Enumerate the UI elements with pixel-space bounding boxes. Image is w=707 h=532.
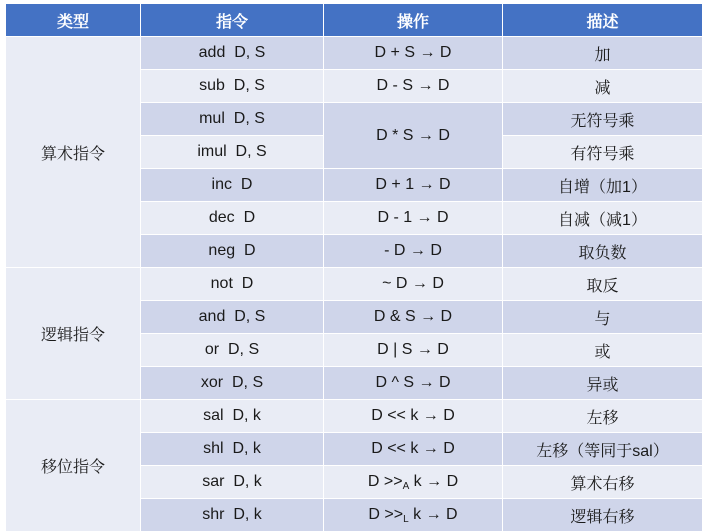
instruction-cell: not D — [141, 268, 324, 301]
operation-cell: D & S → D — [324, 301, 503, 334]
group-label-arithmetic: 算术指令 — [6, 37, 141, 268]
description-cell: 自增（加1） — [503, 169, 703, 202]
instruction-cell: add D, S — [141, 37, 324, 70]
instruction-cell: sar D, k — [141, 466, 324, 499]
operation-cell: D << k → D — [324, 433, 503, 466]
instruction-cell: shr D, k — [141, 499, 324, 532]
instruction-cell: inc D — [141, 169, 324, 202]
description-cell: 与 — [503, 301, 703, 334]
description-cell: 异或 — [503, 367, 703, 400]
instruction-cell: neg D — [141, 235, 324, 268]
header-type: 类型 — [6, 4, 141, 37]
instruction-cell: sub D, S — [141, 70, 324, 103]
instruction-cell: or D, S — [141, 334, 324, 367]
header-operation: 操作 — [324, 4, 503, 37]
operation-cell — [324, 466, 503, 499]
description-cell: 减 — [503, 70, 703, 103]
description-cell: 算术右移 — [503, 466, 703, 499]
operation-cell: D + S → D — [324, 37, 503, 70]
description-cell: 有符号乘 — [503, 136, 703, 169]
instruction-cell: xor D, S — [141, 367, 324, 400]
group-label-shift: 移位指令 — [6, 400, 141, 532]
operation-cell: D << k → D — [324, 400, 503, 433]
operation-pre: D >> — [367, 472, 403, 490]
operation-subscript: A — [402, 480, 410, 492]
instruction-table-container — [5, 3, 702, 526]
instruction-cell: mul D, S — [141, 103, 324, 136]
operation-subscript: L — [403, 513, 409, 525]
operation-post: k → D — [409, 472, 459, 490]
operation-cell: ~ D → D — [324, 268, 503, 301]
header-description: 描述 — [503, 4, 703, 37]
table-row — [6, 268, 703, 301]
table-row — [6, 37, 703, 70]
header-row — [6, 4, 703, 37]
description-cell: 取反 — [503, 268, 703, 301]
operation-cell: D ^ S → D — [324, 367, 503, 400]
instruction-cell: sal D, k — [141, 400, 324, 433]
operation-cell — [324, 499, 503, 532]
description-cell: 加 — [503, 37, 703, 70]
operation-pre: D >> — [368, 505, 404, 523]
operation-cell: D - S → D — [324, 70, 503, 103]
instruction-table — [5, 3, 703, 532]
description-cell: 左移 — [503, 400, 703, 433]
description-cell: 左移（等同于sal） — [503, 433, 703, 466]
operation-cell: D + 1 → D — [324, 169, 503, 202]
group-label-logic: 逻辑指令 — [6, 268, 141, 400]
operation-cell-merged: D * S → D — [324, 103, 503, 169]
instruction-cell: shl D, k — [141, 433, 324, 466]
description-cell: 无符号乘 — [503, 103, 703, 136]
instruction-cell: and D, S — [141, 301, 324, 334]
instruction-cell: imul D, S — [141, 136, 324, 169]
operation-cell: - D → D — [324, 235, 503, 268]
description-cell: 逻辑右移 — [503, 499, 703, 532]
operation-post: k → D — [408, 505, 458, 523]
operation-cell: D - 1 → D — [324, 202, 503, 235]
operation-cell: D | S → D — [324, 334, 503, 367]
description-cell: 自减（减1） — [503, 202, 703, 235]
header-instruction: 指令 — [141, 4, 324, 37]
description-cell: 取负数 — [503, 235, 703, 268]
instruction-cell: dec D — [141, 202, 324, 235]
description-cell: 或 — [503, 334, 703, 367]
table-row — [6, 400, 703, 433]
